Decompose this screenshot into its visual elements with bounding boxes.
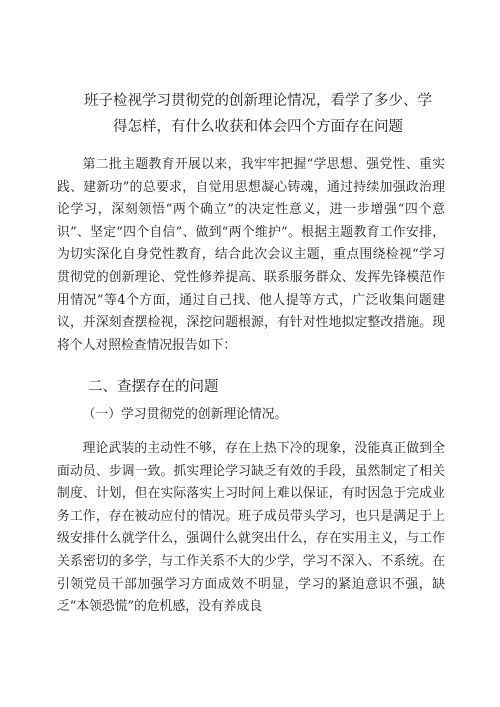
section-heading: 二、查摆存在的问题	[88, 379, 219, 395]
sub-heading: （一）学习贯彻党的创新理论情况。	[82, 407, 288, 422]
body-paragraph: 理论武装的主动性不够，存在上热下冷的现象，没能真正做到全面动员、步调一致。抓实理论学习缺乏有效的手段，虽然制定了相关制度、计划，但在实际落实上习时间上难以保证，有时因急于完成业务工作，存在被动应付的情况。班子成员带头学习，也只是满足于上级安排什么就学什么，强调什么就突出什么，存在实用主义，与工作关系密切的多学，与工作关系不大的少学，学习不深入、不系统。在引领党员干部加强学习方面成效不明显，学习的紧迫意识不强，缺乏“本领恐慌”的危机感，没有养成良	[57, 441, 445, 615]
document-title: 班子检视学习贯彻党的创新理论情况，看学了多少、学得怎样，有什么收获和体会四个方面存在问题	[84, 93, 432, 135]
intro-paragraph: 第二批主题教育开展以来，我牢牢把握“学思想、强党性、重实践、建新功”的总要求，自觉用思想凝心铸魂，通过持续加强政治理论学习，深刻领悟“两个确立”的决定性意义，进一步增强“四个意识”、坚定“四个自信”、做到“两个维护”。根据主题教育工作安排，为切实深化自身党性教育，结合此次会议主题，重点围绕检视“学习贯彻党的创新理论、党性修养提高、联系服务群众、发挥先锋模范作用情况”等4个方面，通过自己找、他人提等方式，广泛收集问题建议，并深刻查摆检视，深挖问题根源，有针对性地拟定整改措施。现将个人对照检查情况报告如下：	[57, 157, 445, 353]
